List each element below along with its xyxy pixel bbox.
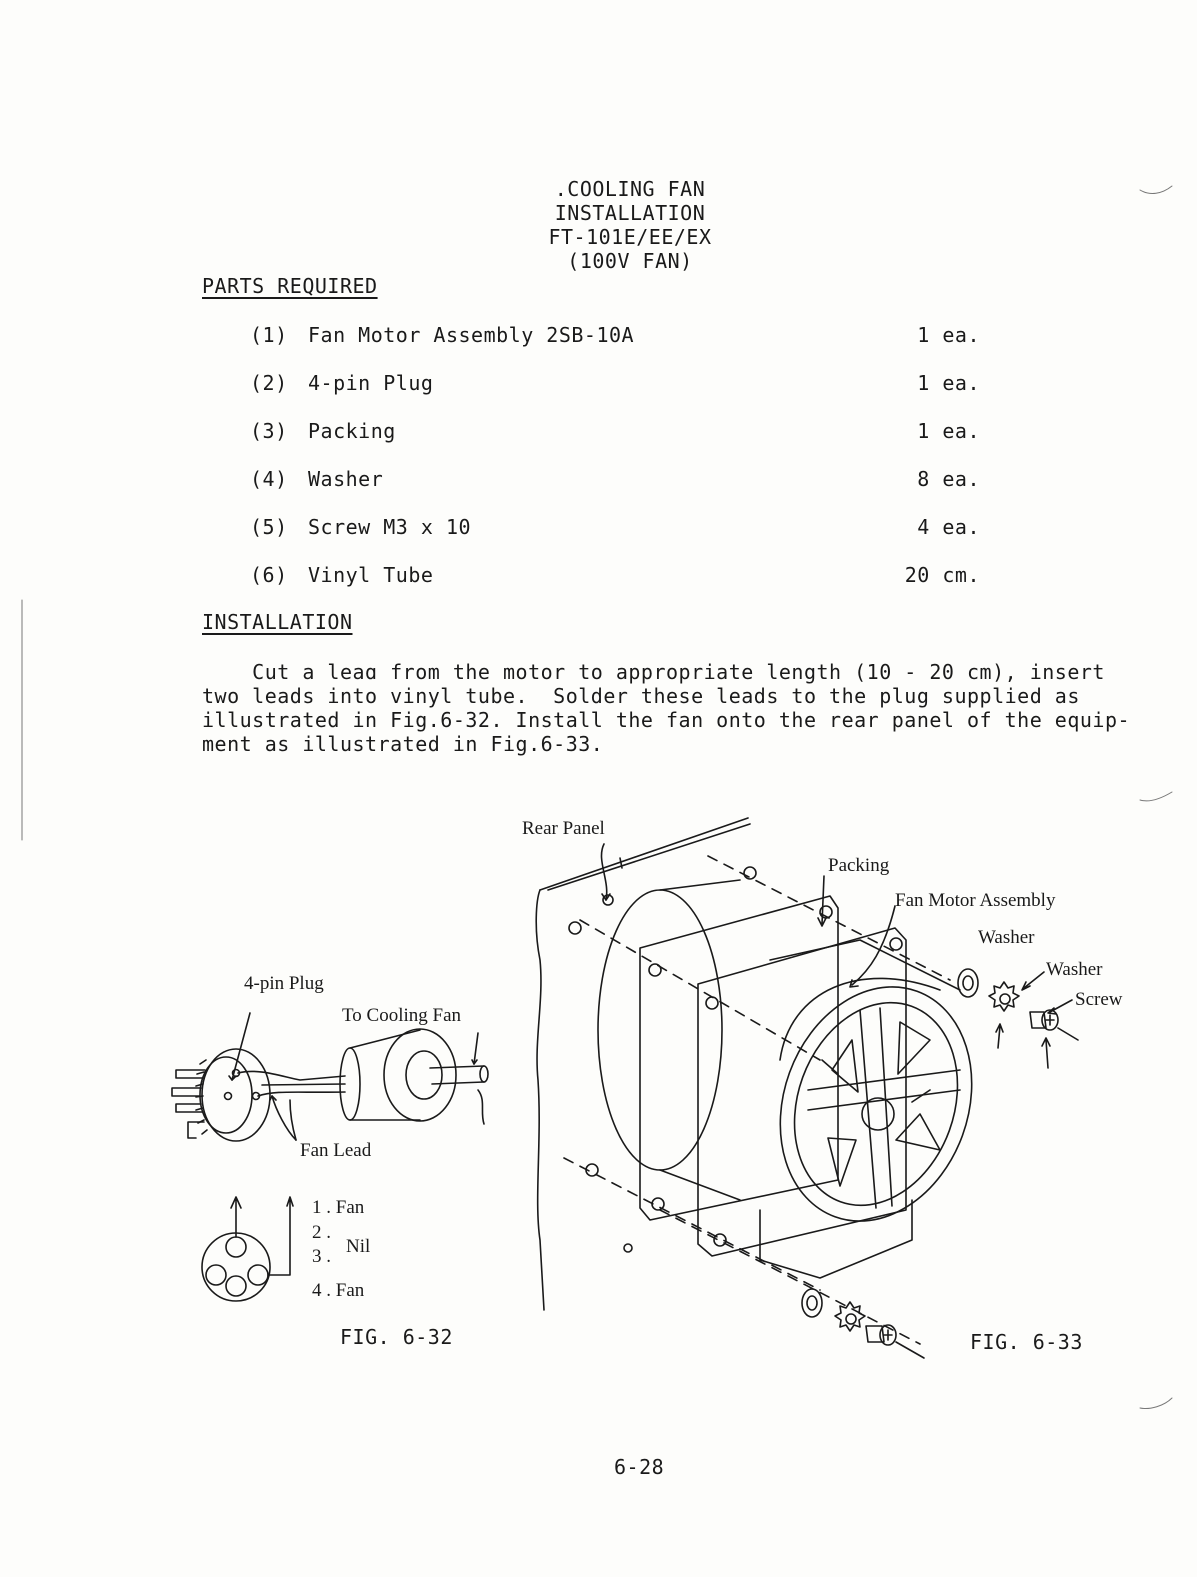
label-4-pin-plug: 4-pin Plug (244, 973, 324, 994)
installation-heading: INSTALLATION (202, 610, 353, 634)
part-quantity: 1 ea. (917, 371, 980, 395)
pin-nil-label: Nil (346, 1236, 371, 1257)
label-fan-motor-assembly: Fan Motor Assembly (895, 890, 1056, 911)
part-name: Fan Motor Assembly 2SB-10A (308, 323, 635, 347)
part-name: Packing (308, 419, 396, 443)
label-screw: Screw (1075, 989, 1123, 1010)
part-number: (3) (250, 419, 288, 443)
pin-diagram (202, 1197, 293, 1301)
label-to-cooling-fan: To Cooling Fan (342, 1005, 462, 1026)
part-quantity: 8 ea. (917, 467, 980, 491)
title-line-3: (100V FAN) (567, 249, 693, 273)
part-name: 4-pin Plug (308, 371, 434, 395)
paragraph-line: illustrated in Fig.6-32. Install the fan onto the rear panel of the equip- (202, 708, 1131, 732)
fig-6-33-caption: FIG. 6-33 (970, 1330, 1083, 1354)
part-quantity: 1 ea. (917, 419, 980, 443)
part-quantity: 1 ea. (917, 323, 980, 347)
part-name: Washer (308, 467, 384, 491)
part-number: (5) (250, 515, 288, 539)
plug-illustration (172, 1013, 488, 1141)
label-rear-panel: Rear Panel (522, 818, 605, 839)
paragraph-line: two leads into vinyl tube. Solder these leads to the plug supplied as (202, 684, 1080, 708)
part-name: Screw M3 x 10 (308, 515, 472, 539)
label-packing: Packing (828, 855, 890, 876)
part-number: (2) (250, 371, 288, 395)
pin-3-label: 3 . (312, 1246, 331, 1267)
pin-1-label: 1 . Fan (312, 1197, 365, 1218)
part-quantity: 20 cm. (904, 563, 980, 587)
scan-marks (22, 186, 1172, 1409)
label-washer-1: Washer (978, 927, 1035, 948)
pin-2-label: 2 . (312, 1222, 331, 1243)
part-quantity: 4 ea. (917, 515, 980, 539)
part-name: Vinyl Tube (308, 563, 434, 587)
title-line-2: FT-101E/EE/EX (548, 225, 712, 249)
paragraph-line: ment as illustrated in Fig.6-33. (202, 732, 604, 756)
label-washer-2: Washer (1046, 959, 1103, 980)
paragraph-line: Cut a leaɑ from the motor to appropriate length (10 - 20 cm), insert (202, 660, 1105, 684)
part-number: (4) (250, 467, 288, 491)
pin-4-label: 4 . Fan (312, 1280, 365, 1301)
part-number: (1) (250, 323, 288, 347)
part-number: (6) (250, 563, 288, 587)
parts-required-heading: PARTS REQUIRED (202, 274, 378, 298)
page-number: 6-28 (614, 1455, 665, 1479)
label-fan-lead: Fan Lead (300, 1140, 372, 1161)
fig-6-32-caption: FIG. 6-32 (340, 1325, 453, 1349)
title-line-1: .COOLING FAN INSTALLATION (554, 177, 706, 225)
